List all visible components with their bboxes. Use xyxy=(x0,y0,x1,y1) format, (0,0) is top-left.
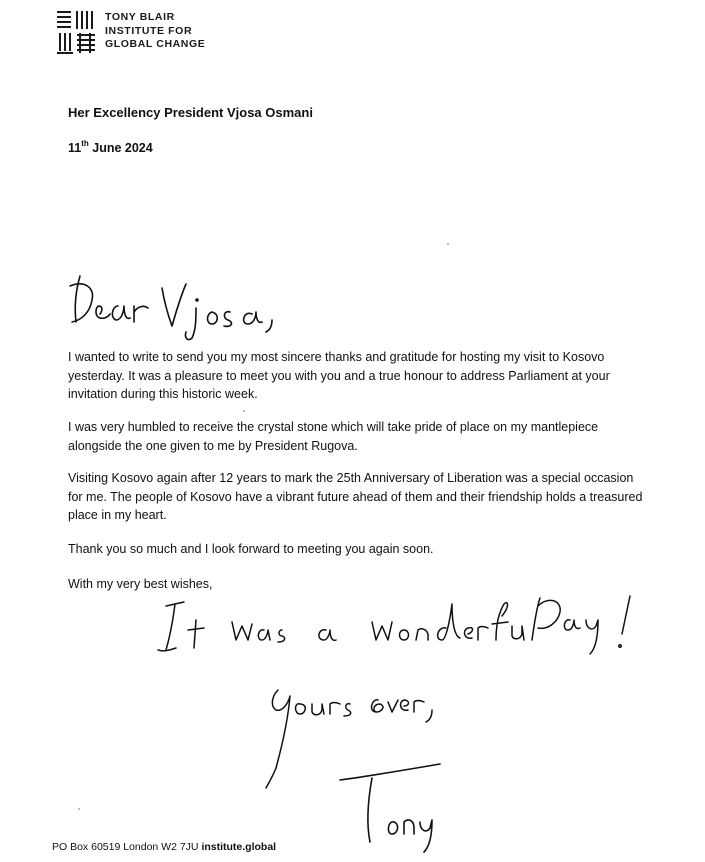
date-day: 11 xyxy=(68,141,82,155)
body-paragraph-3: Visiting Kosovo again after 12 years to mark the 25th Anniversary of Liberation was a special occasion for me. The people of Kosovo have a vibrant future ahead of them and their friendship holds a treasured place in my heart. xyxy=(68,471,643,522)
date-suffix: th xyxy=(81,139,89,148)
logo-line-2: INSTITUTE FOR xyxy=(105,24,193,37)
date-month-year: June 2024 xyxy=(88,141,153,155)
footer-address xyxy=(52,841,276,853)
body-paragraph-4: Thank you so much and I look forward to meeting you again soon. xyxy=(68,542,434,556)
logo-line-3: GLOBAL CHANGE xyxy=(105,38,206,50)
recipient-line: Her Excellency President Vjosa Osmani xyxy=(68,105,313,120)
footer-postal-address: PO Box 60519 London W2 7JU xyxy=(52,841,202,853)
body-paragraph-2: I was very humbled to receive the crystal stone which will take pride of place on my mantlepiece alongside the one given to me by President Rugova. xyxy=(68,420,599,453)
closing-wishes: With my very best wishes, xyxy=(68,577,213,591)
body-paragraph-1: I wanted to write to send you my most sincere thanks and gratitude for hosting my visit to Kosovo yesterday. It was a pleasure to meet you with you and a true honour to address Parliament at your invitation during this historic week. xyxy=(68,350,610,401)
logo-line-1: TONY BLAIR xyxy=(105,11,175,23)
footer-website: institute.global xyxy=(201,841,277,853)
